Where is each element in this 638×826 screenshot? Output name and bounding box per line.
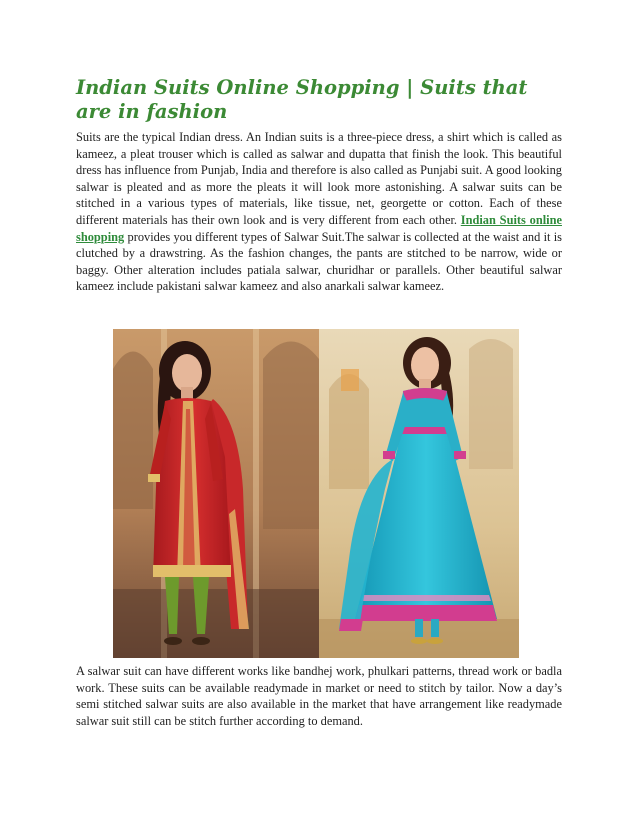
red-suit-illustration	[113, 329, 319, 658]
intro-text-start: Suits are the typical Indian dress. An Indian suits is a three-piece dress, a shirt which is called as kameez, a pleat trouser which is called as salwar and dupatta that finish the look. This beautiful dress has influence from Punjab, India and therefore is also called as Punjabi suit. A good looking salwar is pleated and as more the pleats it will look more astonishing. A salwar suits can be stitched in a various types of materials, like tissue, net, georgette or cotton. Each of these different materials has their own look and is very different from each other.	[76, 130, 562, 227]
turquoise-suit-illustration	[319, 329, 519, 658]
article	[76, 76, 562, 295]
turquoise-anarkali-suit-photo	[319, 329, 519, 658]
second-paragraph: A salwar suit can have different works like bandhej work, phulkari patterns, thread work or badla work. These suits can be available readymade in market or need to stitch by tailor. Now a day’s semi stitched salwar suits are also available in the market that have arrangement like readymade salwar suit still can be stitch further according to demand.	[76, 664, 562, 728]
red-salwar-suit-photo	[113, 329, 319, 658]
indian-suits-online-shopping-link[interactable]: Indian Suits online shopping	[76, 212, 562, 244]
article-title: Indian Suits Online Shopping | Suits that are in fashion	[76, 76, 528, 123]
intro-text-end: provides you different types of Salwar Suit.The salwar is collected at the waist and it is clutched by a drawstring. As the fashion changes, the pants are stitched to be narrow, wide or baggy. Other alteration includes patiala salwar, churidhar or parallels. Other beautiful salwar kameez include pakistani salwar kameez and also anarkali salwar kameez.	[76, 229, 562, 294]
intro-paragraph	[76, 129, 562, 295]
